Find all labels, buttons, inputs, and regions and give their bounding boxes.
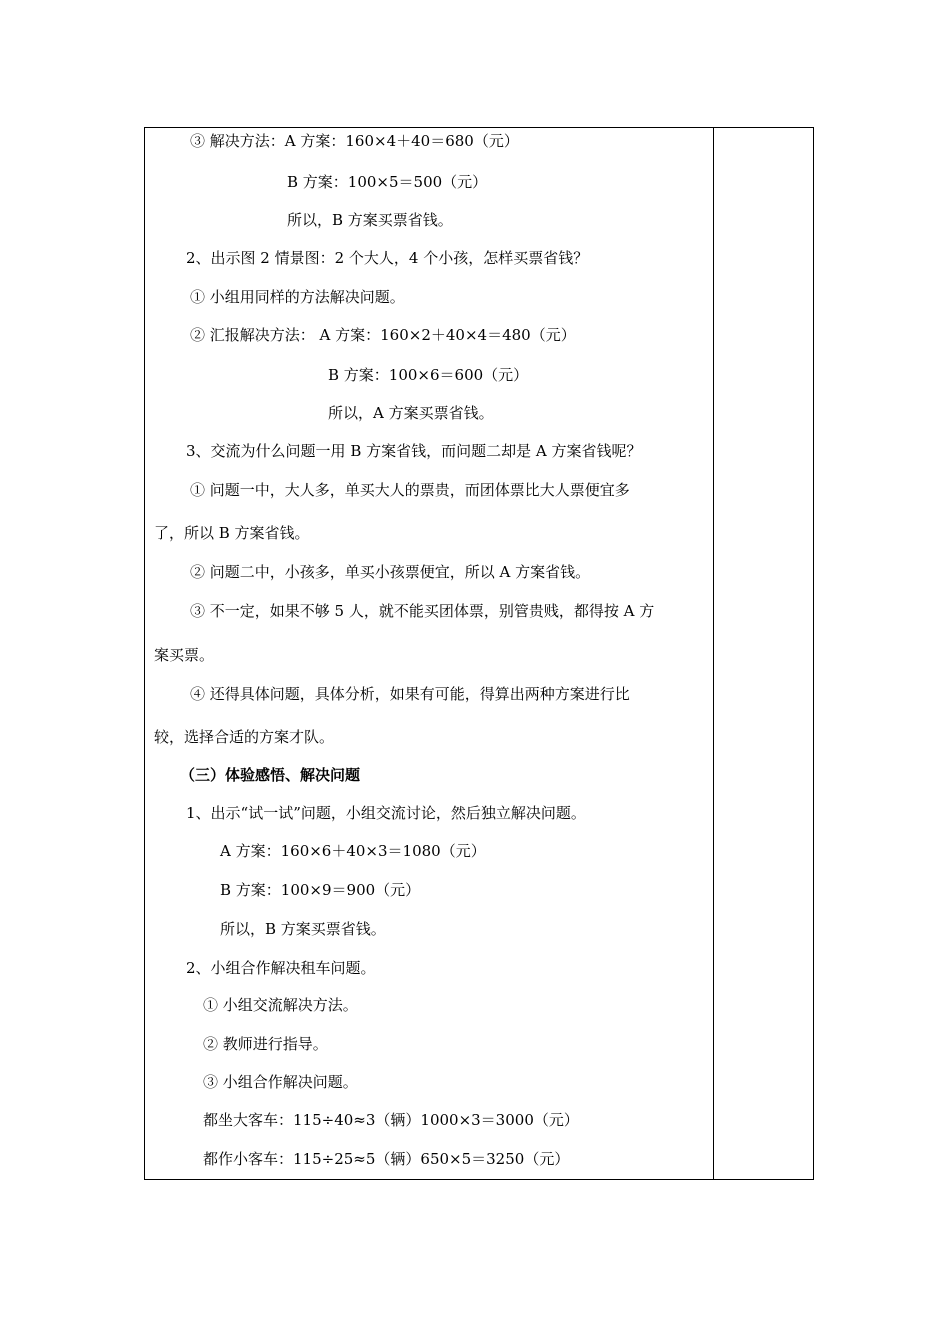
text-line: 2、小组合作解决租车问题。: [186, 959, 376, 977]
text-line: ④ 还得具体问题，具体分析，如果有可能，得算出两种方案进行比: [190, 685, 630, 703]
text-line: ③ 不一定，如果不够 5 人，就不能买团体票，别管贵贱，都得按 A 方: [190, 602, 655, 620]
text-line: ① 小组交流解决方法。: [203, 996, 358, 1014]
text-line: 3、交流为什么问题一用 B 方案省钱，而问题二却是 A 方案省钱呢？: [186, 442, 642, 460]
text-line: 了，所以 B 方案省钱。: [154, 524, 310, 542]
text-line: 都坐大客车：115÷40≈3（辆）1000×3＝3000（元）: [203, 1111, 579, 1129]
text-line: 1、出示“试一试”问题，小组交流讨论，然后独立解决问题。: [186, 804, 586, 822]
text-line: ① 问题一中，大人多，单买大人的票贵，而团体票比大人票便宜多: [190, 481, 630, 499]
text-line: 都作小客车：115÷25≈5（辆）650×5＝3250（元）: [203, 1150, 570, 1168]
text-line: ① 小组用同样的方法解决问题。: [190, 288, 405, 306]
table-column-divider: [713, 127, 714, 1180]
text-line: 所以，A 方案买票省钱。: [328, 404, 494, 422]
text-line: A 方案：160×6＋40×3＝1080（元）: [220, 842, 486, 860]
text-line: 所以，B 方案买票省钱。: [220, 920, 386, 938]
text-line: B 方案：100×9＝900（元）: [220, 881, 421, 899]
text-line: ② 问题二中，小孩多，单买小孩票便宜，所以 A 方案省钱。: [190, 563, 591, 581]
section-heading: （三）体验感悟、解决问题: [180, 766, 361, 784]
text-line: 所以，B 方案买票省钱。: [287, 211, 453, 229]
text-line: ② 汇报解决方法： A 方案：160×2＋40×4＝480（元）: [190, 326, 576, 344]
text-line: B 方案：100×5＝500（元）: [287, 173, 488, 191]
text-line: ② 教师进行指导。: [203, 1035, 328, 1053]
text-line: ③ 解决方法：A 方案：160×4＋40＝680（元）: [190, 132, 519, 150]
text-line: 2、出示图 2 情景图：2 个大人，4 个小孩，怎样买票省钱？: [186, 249, 589, 267]
text-line: ③ 小组合作解决问题。: [203, 1073, 358, 1091]
text-line: 较，选择合适的方案才队。: [154, 728, 335, 746]
text-line: B 方案：100×6＝600（元）: [328, 366, 529, 384]
text-line: 案买票。: [154, 646, 215, 664]
